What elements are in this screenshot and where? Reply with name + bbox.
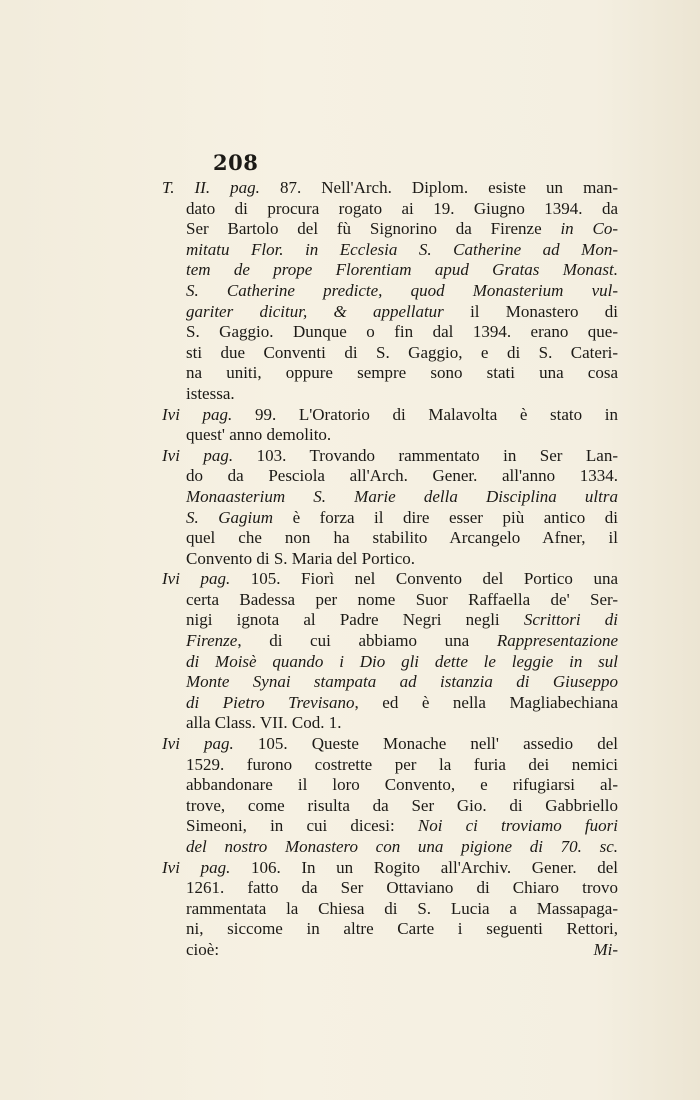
text-line — [162, 240, 618, 261]
text-line — [162, 178, 618, 199]
text-line — [162, 734, 618, 755]
text-line — [162, 446, 618, 467]
text-line — [162, 405, 618, 426]
text-line — [162, 652, 618, 673]
text-line — [162, 590, 618, 611]
catchword: Mi- — [593, 939, 618, 959]
text-run: Ivi pag. — [162, 857, 251, 877]
text-line — [162, 816, 618, 837]
text-line — [162, 693, 618, 714]
text-run: gariter dicitur, & appellatur — [186, 301, 471, 321]
text-run: S. Gagium — [186, 507, 293, 527]
text-line — [162, 528, 618, 549]
text-line — [162, 508, 618, 529]
text-run: abbandonare il loro Convento, e rifugiarsi al- — [186, 775, 618, 795]
text-run: Rappresentazione — [496, 631, 618, 651]
text-line — [162, 219, 618, 240]
text-run: 87. Nell'Arch. Diplom. esiste un man- — [279, 178, 618, 197]
text-run: del nostro Monastero con una pigione di 70. sc. — [186, 837, 618, 856]
text-run: nigi ignota al Padre Negri negli — [186, 610, 524, 630]
text-run: 1261. fatto da Ser Ottaviano di Chiaro trovo — [186, 878, 618, 898]
text-line — [162, 363, 618, 384]
text-run: 99. L'Oratorio di Malavolta è stato in — [254, 404, 618, 424]
text-run: 105. Queste Monache nell' assedio del — [257, 734, 618, 754]
text-line — [162, 631, 618, 652]
text-run: di Moisè quando i Dio gli dette le leggie in sul — [186, 651, 618, 671]
text-line — [162, 755, 618, 776]
text-run: tem de prope Florentiam apud Gratas Monast. — [186, 260, 618, 280]
text-run: , ed è nella Magliabechiana — [354, 692, 618, 712]
text-run: il Monastero di — [470, 301, 618, 321]
text-run: do da Pesciola all'Arch. Gener. all'anno 1334. — [186, 466, 618, 486]
text-line — [162, 796, 618, 817]
text-run: , di cui abbiamo una — [237, 631, 497, 651]
text-line — [162, 919, 618, 940]
text-line — [162, 610, 618, 631]
text-run: rammentata la Chiesa di S. Lucia a Massapaga- — [186, 898, 618, 918]
page-number: 208 — [213, 150, 259, 175]
text-line — [162, 899, 618, 920]
text-run: certa Badessa per nome Suor Raffaella de' Ser- — [186, 589, 618, 609]
text-run: Monaasterium S. Marie della Disciplina ultra — [186, 486, 618, 506]
text-run: 1529. furono costrette per la furia dei nemici — [186, 754, 618, 774]
text-run: na uniti, oppure sempre sono stati una cosa — [186, 363, 618, 383]
text-line — [162, 672, 618, 693]
text-line — [162, 775, 618, 796]
text-run: ni, siccome in altre Carte i seguenti Rettori, — [186, 919, 618, 939]
text-line — [162, 858, 618, 879]
text-line — [162, 322, 618, 343]
text-line — [162, 302, 618, 323]
text-line — [162, 466, 618, 487]
text-run: quel che non ha stabilito Arcangelo Afner, il — [186, 528, 618, 548]
text-run: in Ecclesia S. Catherine ad Mon- — [305, 239, 618, 259]
text-run: Monte Synai stampata ad istanzia di Giuseppo — [186, 672, 618, 692]
text-run: Simeoni, in cui dicesi: — [186, 816, 418, 836]
text-run: quest' anno demolito. — [186, 425, 332, 445]
text-line — [162, 260, 618, 281]
text-run: Ser Bartolo del fù Signorino da Firenze — [186, 219, 561, 239]
text-run: Ivi pag. — [162, 404, 255, 424]
page-text — [162, 178, 618, 961]
text-line — [162, 569, 618, 590]
text-line — [162, 878, 618, 899]
text-line — [162, 384, 618, 405]
text-run: T. II. pag. — [162, 178, 280, 197]
text-line — [162, 940, 618, 961]
text-run: istessa. — [186, 383, 235, 403]
text-run: S. Gaggio. Dunque o fin dal 1394. erano que- — [186, 322, 618, 342]
text-run: dato di procura rogato ai 19. Giugno 1394. da — [186, 198, 618, 218]
text-run: 105. Fiorì nel Convento del Portico una — [250, 569, 618, 589]
text-run: Ivi pag. — [162, 445, 257, 465]
text-run: alla Class. VII. Cod. 1. — [186, 713, 342, 733]
text-line — [162, 549, 618, 570]
text-run: Ivi pag. — [162, 569, 251, 589]
text-run: cioè: — [186, 939, 220, 959]
text-run: è forza il dire esser più antico di — [292, 507, 618, 527]
text-line — [162, 713, 618, 734]
text-line — [162, 199, 618, 220]
text-run: 106. In un Rogito all'Archiv. Gener. del — [250, 857, 618, 877]
text-line — [162, 837, 618, 858]
text-run: S. Catherine predicte, quod Monasterium vul- — [186, 280, 618, 300]
text-line — [162, 425, 618, 446]
text-run: Ivi pag. — [162, 734, 258, 754]
text-run: Scrittori di — [523, 610, 618, 630]
text-run: di Pietro Trevisano — [186, 692, 355, 712]
text-run: mitatu Flor. — [186, 239, 306, 259]
text-run: Convento di S. Maria del Portico. — [186, 548, 416, 568]
text-run: trove, come risulta da Ser Gio. di Gabbriello — [186, 795, 618, 815]
text-run: Noi ci troviamo fuori — [417, 816, 618, 836]
text-run: sti due Conventi di S. Gaggio, e di S. Cateri- — [186, 342, 618, 362]
text-line — [162, 487, 618, 508]
text-run: Firenze — [186, 631, 238, 651]
text-line — [162, 281, 618, 302]
text-run: in Co- — [560, 219, 618, 239]
text-line — [162, 343, 618, 364]
text-run: 103. Trovando rammentato in Ser Lan- — [256, 445, 618, 465]
